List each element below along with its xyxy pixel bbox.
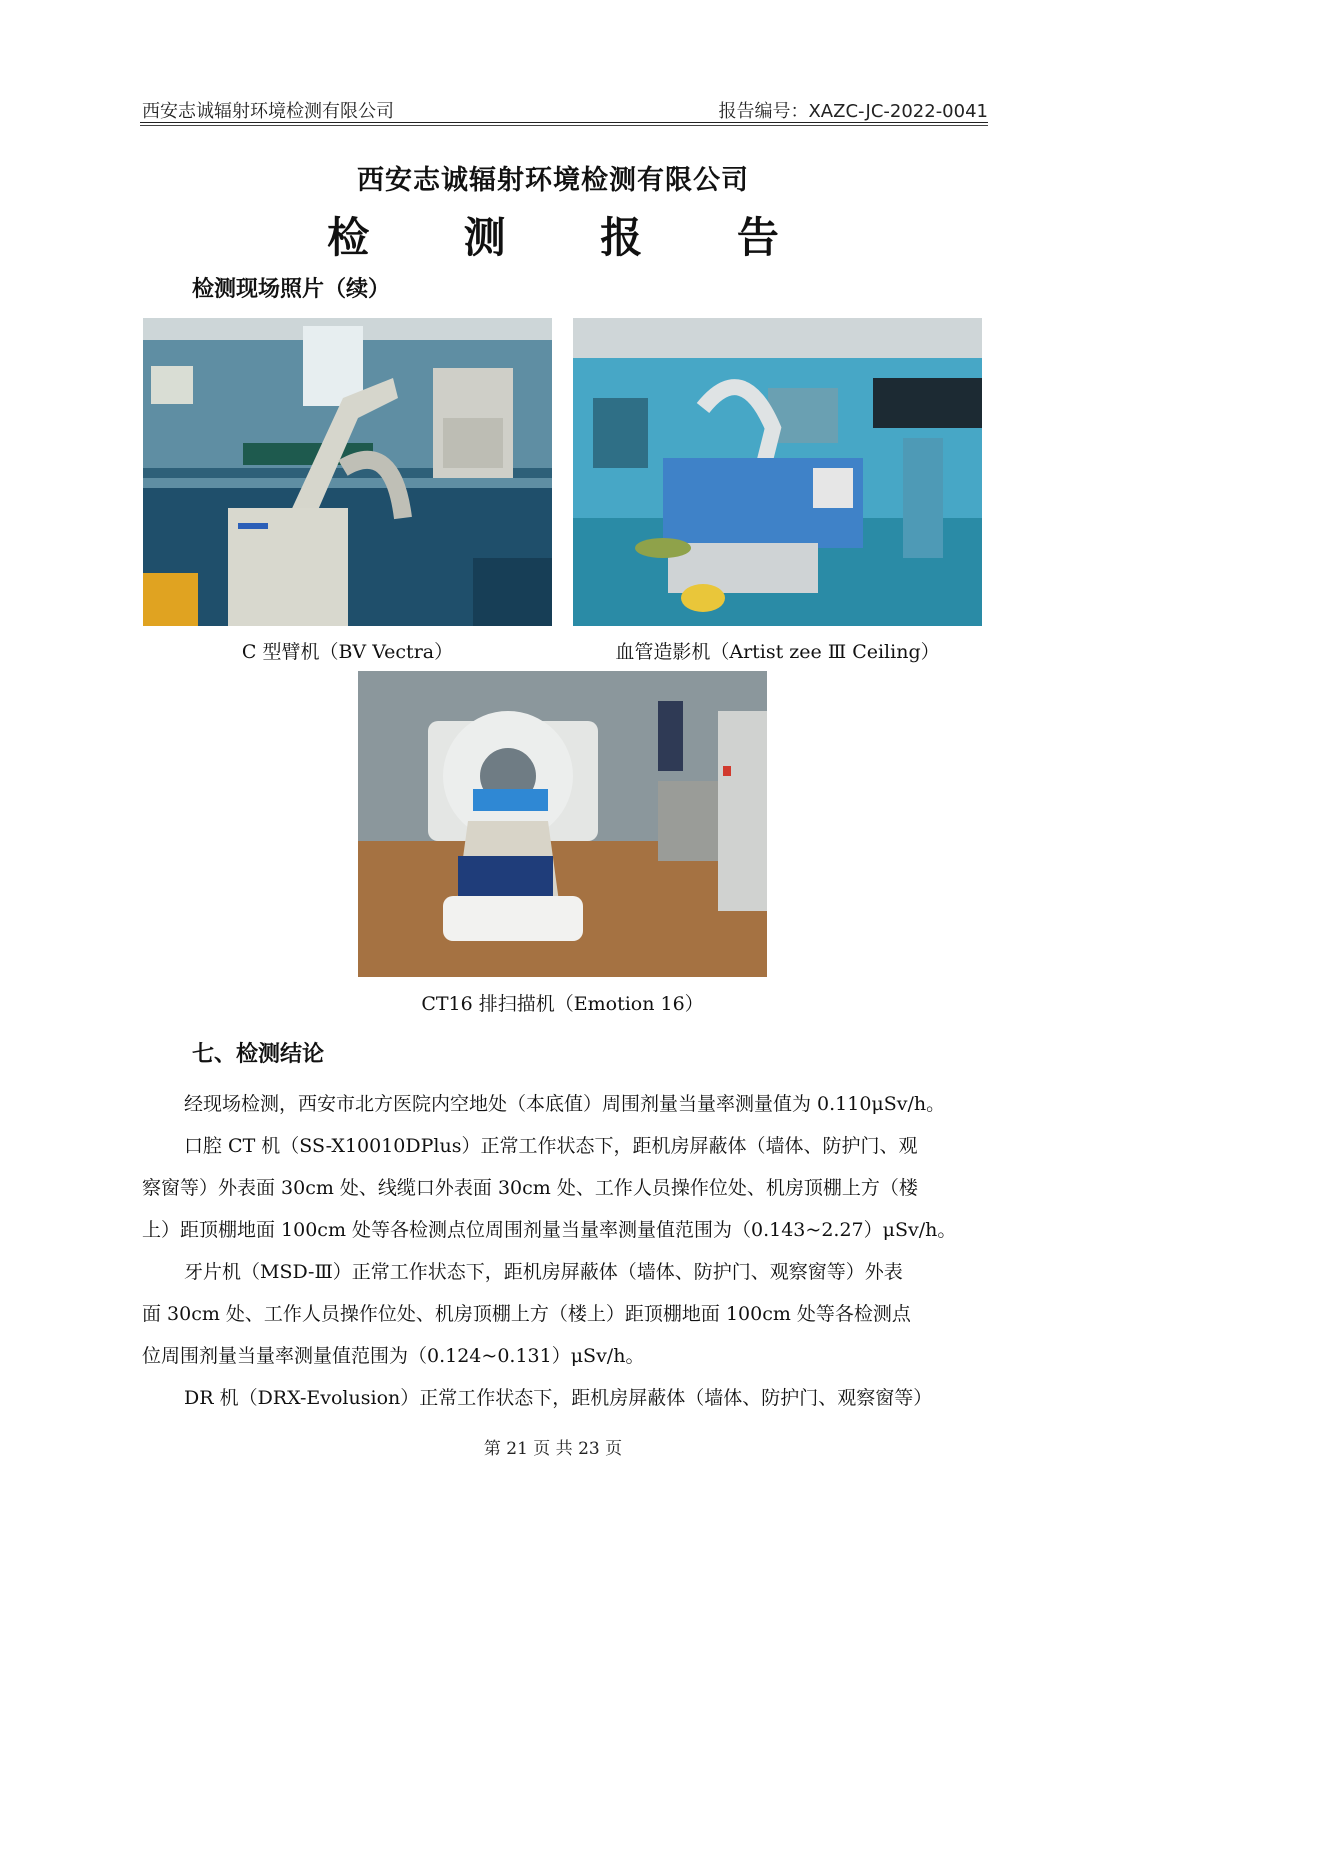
- photo-c-arm: [143, 318, 552, 626]
- conclusion-line: 位周围剂量当量率测量值范围为（0.124~0.131）μSv/h。: [142, 1345, 645, 1367]
- conclusion-title: 七、检测结论: [192, 1042, 325, 1067]
- photo-ct-scanner: [358, 671, 767, 977]
- conclusion-line: 牙片机（MSD-Ⅲ）正常工作状态下，距机房屏蔽体（墙体、防护门、观察窗等）外表: [184, 1261, 903, 1283]
- photo-caption: CT16 排扫描机（Emotion 16）: [421, 993, 704, 1015]
- photo-angiography: [573, 318, 982, 626]
- conclusion-line: 面 30cm 处、工作人员操作位处、机房顶棚上方（楼上）距顶棚地面 100cm 处等各检测点: [142, 1303, 911, 1325]
- header-report-number: 报告编号：XAZC-JC-2022-0041: [718, 101, 988, 122]
- conclusion-line: 经现场检测，西安市北方医院内空地处（本底值）周围剂量当量率测量值为 0.110μSv/h。: [184, 1093, 946, 1115]
- header-divider-secondary: [140, 125, 988, 126]
- photo-caption: 血管造影机（Artist zee Ⅲ Ceiling）: [615, 641, 940, 663]
- photo-caption: C 型臂机（BV Vectra）: [241, 641, 454, 663]
- conclusion-line: 口腔 CT 机（SS-X10010DPlus）正常工作状态下，距机房屏蔽体（墙体、防护门、观: [184, 1135, 918, 1157]
- photos-section-title: 检测现场照片（续）: [192, 277, 391, 302]
- conclusion-line: 上）距顶棚地面 100cm 处等各检测点位周围剂量当量率测量值范围为（0.143~2.27）μSv/h。: [142, 1219, 957, 1241]
- conclusion-line: DR 机（DRX-Evolusion）正常工作状态下，距机房屏蔽体（墙体、防护门、观察窗等）: [184, 1387, 933, 1409]
- conclusion-line: 察窗等）外表面 30cm 处、线缆口外表面 30cm 处、工作人员操作位处、机房顶棚上方（楼: [142, 1177, 918, 1199]
- company-title: 西安志诚辐射环境检测有限公司: [357, 165, 749, 196]
- header-company: 西安志诚辐射环境检测有限公司: [142, 101, 394, 122]
- conclusion-body: [142, 1083, 990, 1419]
- page-number: 第 21 页 共 23 页: [483, 1439, 623, 1459]
- report-title: 检 测 报 告: [327, 213, 819, 262]
- header-divider: [140, 122, 988, 123]
